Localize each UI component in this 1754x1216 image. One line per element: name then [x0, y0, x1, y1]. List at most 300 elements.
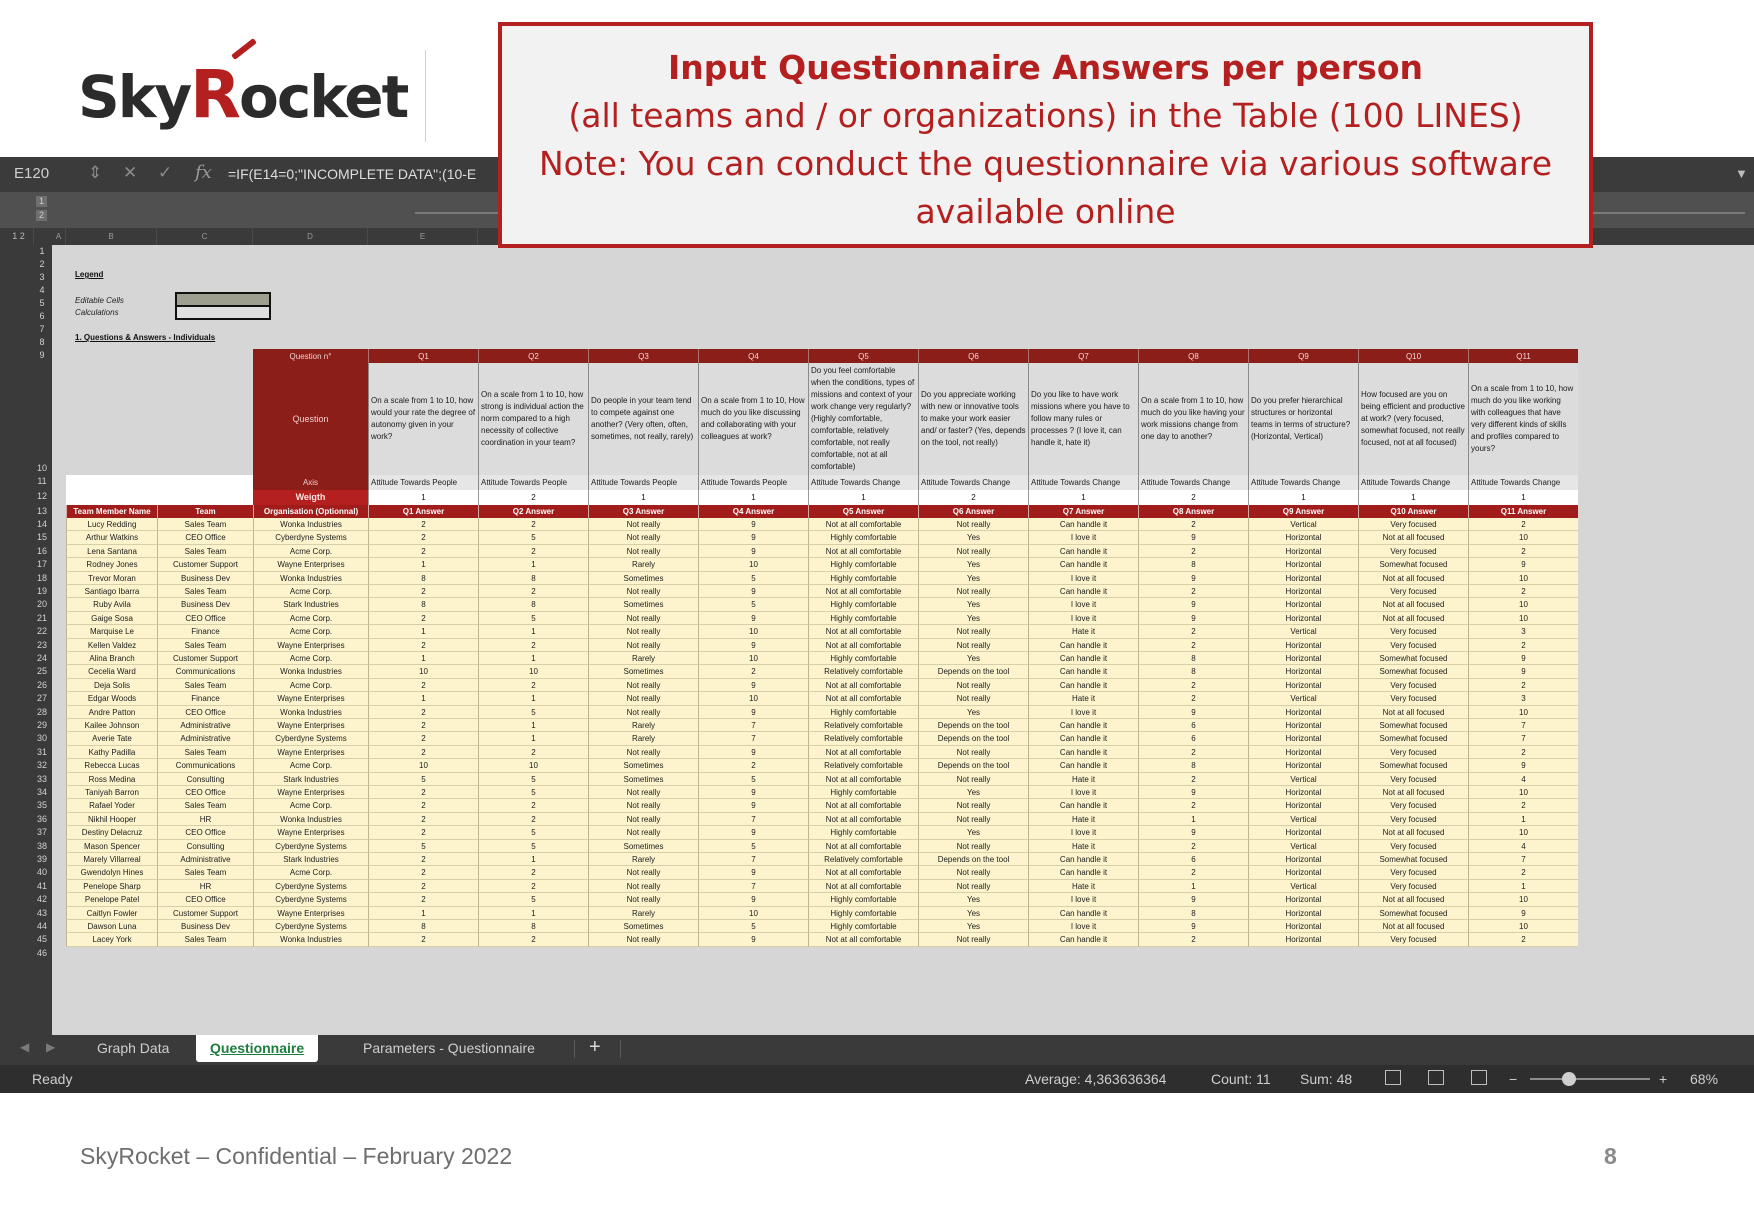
row-number[interactable]: 9 [39, 350, 45, 360]
table-cell[interactable]: 2 [698, 759, 808, 772]
table-cell[interactable]: Can handle it [1028, 853, 1138, 866]
table-cell[interactable]: Not really [918, 585, 1028, 598]
name-box[interactable]: E120 [14, 165, 50, 182]
table-cell[interactable]: Acme Corp. [253, 612, 368, 625]
axis-cell[interactable]: Attitude Towards Change [1358, 475, 1468, 490]
table-cell[interactable]: Destiny Delacruz [66, 826, 157, 839]
table-cell[interactable]: Alina Branch [66, 652, 157, 665]
table-cell[interactable]: Can handle it [1028, 933, 1138, 946]
table-cell[interactable]: Highly comfortable [808, 907, 918, 920]
row-number[interactable]: 12 [36, 491, 47, 501]
table-cell[interactable]: Not really [918, 545, 1028, 558]
table-cell[interactable]: Can handle it [1028, 518, 1138, 531]
table-cell[interactable]: Not really [588, 612, 698, 625]
table-cell[interactable]: Not at all comfortable [808, 692, 918, 705]
cancel-icon[interactable]: ✕ [123, 163, 138, 182]
add-sheet-icon[interactable]: + [589, 1036, 601, 1058]
table-cell[interactable]: Not at all comfortable [808, 880, 918, 893]
column-header-letter[interactable]: C [157, 228, 253, 245]
table-cell[interactable]: Deja Solis [66, 679, 157, 692]
table-cell[interactable]: Not really [588, 826, 698, 839]
table-cell[interactable]: Not really [918, 813, 1028, 826]
table-cell[interactable]: Yes [918, 598, 1028, 611]
zoom-slider-knob[interactable] [1562, 1072, 1576, 1086]
table-cell[interactable]: Horizontal [1248, 558, 1358, 571]
table-cell[interactable]: 5 [478, 773, 588, 786]
table-cell[interactable]: Relatively comfortable [808, 732, 918, 745]
formula-input[interactable]: =IF(E14=0;"INCOMPLETE DATA";(10-E [228, 166, 477, 182]
table-cell[interactable]: Yes [918, 826, 1028, 839]
table-cell[interactable]: 9 [698, 518, 808, 531]
table-cell[interactable]: Marely Villarreal [66, 853, 157, 866]
table-cell[interactable]: 2 [368, 880, 478, 893]
table-cell[interactable]: 2 [368, 786, 478, 799]
table-cell[interactable]: Not at all comfortable [808, 545, 918, 558]
table-cell[interactable]: Very focused [1358, 585, 1468, 598]
table-cell[interactable]: Highly comfortable [808, 826, 918, 839]
table-cell[interactable]: 9 [698, 893, 808, 906]
table-cell[interactable]: Yes [918, 907, 1028, 920]
table-cell[interactable]: 9 [698, 585, 808, 598]
table-cell[interactable]: Not really [588, 692, 698, 705]
table-cell[interactable]: Hate it [1028, 880, 1138, 893]
table-cell[interactable]: 9 [1468, 907, 1578, 920]
table-cell[interactable]: Vertical [1248, 518, 1358, 531]
table-cell[interactable]: 10 [698, 907, 808, 920]
table-cell[interactable]: 10 [478, 759, 588, 772]
table-cell[interactable]: Hate it [1028, 625, 1138, 638]
table-cell[interactable]: 9 [1138, 612, 1248, 625]
table-cell[interactable]: Administrative [157, 853, 253, 866]
table-cell[interactable]: 10 [1468, 572, 1578, 585]
table-cell[interactable]: CEO Office [157, 706, 253, 719]
table-cell[interactable]: Acme Corp. [253, 679, 368, 692]
table-cell[interactable]: Can handle it [1028, 907, 1138, 920]
table-cell[interactable]: 9 [698, 799, 808, 812]
table-cell[interactable]: Very focused [1358, 880, 1468, 893]
table-cell[interactable]: 5 [698, 572, 808, 585]
table-cell[interactable]: Rarely [588, 719, 698, 732]
row-number[interactable]: 40 [36, 867, 47, 878]
table-cell[interactable]: Somewhat focused [1358, 732, 1468, 745]
table-cell[interactable]: Averie Tate [66, 732, 157, 745]
table-cell[interactable]: Highly comfortable [808, 612, 918, 625]
weight-cell[interactable]: 1 [368, 490, 478, 505]
table-cell[interactable]: Stark Industries [253, 853, 368, 866]
axis-cell[interactable]: Attitude Towards People [698, 475, 808, 490]
table-cell[interactable]: Can handle it [1028, 759, 1138, 772]
weight-cell[interactable]: 1 [1248, 490, 1358, 505]
table-cell[interactable]: Depends on the tool [918, 732, 1028, 745]
table-cell[interactable]: Cyberdyne Systems [253, 893, 368, 906]
table-cell[interactable]: CEO Office [157, 786, 253, 799]
weight-cell[interactable]: 2 [1138, 490, 1248, 505]
table-cell[interactable]: Cecelia Ward [66, 665, 157, 678]
table-cell[interactable]: Sometimes [588, 759, 698, 772]
table-cell[interactable]: Rodney Jones [66, 558, 157, 571]
table-cell[interactable]: Ruby Avila [66, 598, 157, 611]
table-cell[interactable]: Gwendolyn Hines [66, 866, 157, 879]
table-cell[interactable]: Not really [588, 679, 698, 692]
table-cell[interactable]: I love it [1028, 598, 1138, 611]
table-cell[interactable]: 5 [478, 531, 588, 544]
table-cell[interactable]: Not really [918, 866, 1028, 879]
table-cell[interactable]: Wayne Enterprises [253, 719, 368, 732]
table-cell[interactable]: 1 [478, 692, 588, 705]
table-cell[interactable]: Can handle it [1028, 558, 1138, 571]
table-cell[interactable]: Sales Team [157, 933, 253, 946]
axis-cell[interactable]: Attitude Towards Change [1028, 475, 1138, 490]
table-cell[interactable]: Business Dev [157, 920, 253, 933]
table-cell[interactable]: Not really [918, 679, 1028, 692]
table-cell[interactable]: Sales Team [157, 866, 253, 879]
row-number[interactable]: 31 [36, 746, 47, 757]
row-number[interactable]: 32 [36, 760, 47, 771]
row-number[interactable]: 2 [39, 259, 45, 269]
table-cell[interactable]: 10 [1468, 920, 1578, 933]
table-cell[interactable]: Horizontal [1248, 679, 1358, 692]
page-layout-view-icon[interactable] [1428, 1070, 1444, 1085]
table-cell[interactable]: Not really [588, 518, 698, 531]
weight-cell[interactable]: 1 [1468, 490, 1578, 505]
table-cell[interactable]: 2 [478, 518, 588, 531]
table-cell[interactable]: Hate it [1028, 840, 1138, 853]
table-cell[interactable]: 1 [1138, 880, 1248, 893]
table-cell[interactable]: Horizontal [1248, 746, 1358, 759]
table-cell[interactable]: Horizontal [1248, 920, 1358, 933]
table-cell[interactable]: 7 [1468, 732, 1578, 745]
table-cell[interactable]: Yes [918, 558, 1028, 571]
table-cell[interactable]: Business Dev [157, 572, 253, 585]
table-cell[interactable]: Lacey York [66, 933, 157, 946]
table-cell[interactable]: Cyberdyne Systems [253, 920, 368, 933]
table-cell[interactable]: 2 [1468, 639, 1578, 652]
row-number[interactable]: 28 [36, 706, 47, 717]
table-cell[interactable]: Horizontal [1248, 786, 1358, 799]
table-cell[interactable]: Very focused [1358, 625, 1468, 638]
table-cell[interactable]: Not really [588, 746, 698, 759]
table-cell[interactable]: 2 [368, 893, 478, 906]
table-cell[interactable]: Can handle it [1028, 679, 1138, 692]
table-cell[interactable]: 2 [478, 639, 588, 652]
table-cell[interactable]: 7 [1468, 853, 1578, 866]
table-cell[interactable]: 9 [698, 746, 808, 759]
table-cell[interactable]: Lena Santana [66, 545, 157, 558]
table-cell[interactable]: 9 [1138, 531, 1248, 544]
table-cell[interactable]: Customer Support [157, 652, 253, 665]
table-cell[interactable]: 2 [368, 933, 478, 946]
table-cell[interactable]: 2 [1468, 933, 1578, 946]
table-cell[interactable]: 5 [478, 840, 588, 853]
table-cell[interactable]: Kathy Padilla [66, 746, 157, 759]
table-cell[interactable]: 4 [1468, 840, 1578, 853]
table-cell[interactable]: Depends on the tool [918, 759, 1028, 772]
row-number[interactable]: 42 [36, 894, 47, 905]
table-cell[interactable]: 2 [478, 813, 588, 826]
table-cell[interactable]: 2 [1468, 585, 1578, 598]
table-cell[interactable]: 2 [478, 746, 588, 759]
weight-cell[interactable]: 1 [808, 490, 918, 505]
table-cell[interactable]: Yes [918, 531, 1028, 544]
column-header-letter[interactable]: E [368, 228, 478, 245]
table-cell[interactable]: Not really [588, 893, 698, 906]
table-cell[interactable]: 2 [368, 612, 478, 625]
column-header-letter[interactable]: A [52, 228, 66, 245]
table-cell[interactable]: Rebecca Lucas [66, 759, 157, 772]
table-cell[interactable]: 2 [368, 853, 478, 866]
table-cell[interactable]: 1 [368, 652, 478, 665]
table-cell[interactable]: 2 [1138, 692, 1248, 705]
table-cell[interactable]: Not at all comfortable [808, 679, 918, 692]
table-cell[interactable]: 2 [478, 880, 588, 893]
axis-cell[interactable]: Attitude Towards People [588, 475, 698, 490]
table-cell[interactable]: Can handle it [1028, 639, 1138, 652]
table-cell[interactable]: Ross Medina [66, 773, 157, 786]
table-cell[interactable]: Horizontal [1248, 665, 1358, 678]
table-cell[interactable]: 8 [368, 572, 478, 585]
table-cell[interactable]: Cyberdyne Systems [253, 531, 368, 544]
table-cell[interactable]: 10 [478, 665, 588, 678]
table-cell[interactable]: Can handle it [1028, 665, 1138, 678]
table-cell[interactable]: 3 [1468, 692, 1578, 705]
table-cell[interactable]: Sometimes [588, 840, 698, 853]
table-cell[interactable]: Lucy Redding [66, 518, 157, 531]
table-cell[interactable]: Acme Corp. [253, 585, 368, 598]
tab-questionnaire[interactable]: Questionnaire [196, 1035, 318, 1062]
outline-col-levels[interactable]: 1 2 [4, 228, 34, 245]
table-cell[interactable]: Rarely [588, 652, 698, 665]
table-cell[interactable]: Highly comfortable [808, 920, 918, 933]
table-cell[interactable]: Not really [588, 813, 698, 826]
table-cell[interactable]: 9 [698, 706, 808, 719]
table-cell[interactable]: 2 [368, 531, 478, 544]
table-cell[interactable]: 2 [368, 518, 478, 531]
table-cell[interactable]: Can handle it [1028, 585, 1138, 598]
table-cell[interactable]: Vertical [1248, 773, 1358, 786]
table-cell[interactable]: Horizontal [1248, 732, 1358, 745]
table-cell[interactable]: 9 [1138, 920, 1248, 933]
table-cell[interactable]: 5 [478, 826, 588, 839]
row-number[interactable]: 13 [36, 506, 47, 516]
table-cell[interactable]: Rarely [588, 732, 698, 745]
table-cell[interactable]: Not really [588, 639, 698, 652]
table-cell[interactable]: Taniyah Barron [66, 786, 157, 799]
table-cell[interactable]: Horizontal [1248, 598, 1358, 611]
table-cell[interactable]: Administrative [157, 719, 253, 732]
table-cell[interactable]: I love it [1028, 572, 1138, 585]
table-cell[interactable]: 9 [698, 826, 808, 839]
table-cell[interactable]: Yes [918, 652, 1028, 665]
table-cell[interactable]: 1 [478, 732, 588, 745]
table-cell[interactable]: 6 [1138, 853, 1248, 866]
table-cell[interactable]: Mason Spencer [66, 840, 157, 853]
table-cell[interactable]: Very focused [1358, 545, 1468, 558]
table-cell[interactable]: 2 [1138, 545, 1248, 558]
table-cell[interactable]: 9 [1138, 893, 1248, 906]
row-number[interactable]: 46 [36, 947, 47, 958]
table-cell[interactable]: Stark Industries [253, 598, 368, 611]
table-cell[interactable]: Not at all focused [1358, 598, 1468, 611]
table-cell[interactable]: Dawson Luna [66, 920, 157, 933]
zoom-level[interactable]: 68% [1690, 1071, 1719, 1087]
table-cell[interactable]: Vertical [1248, 840, 1358, 853]
table-cell[interactable]: Somewhat focused [1358, 652, 1468, 665]
table-cell[interactable]: Sometimes [588, 598, 698, 611]
table-cell[interactable]: Finance [157, 625, 253, 638]
table-cell[interactable]: Vertical [1248, 813, 1358, 826]
table-cell[interactable]: Somewhat focused [1358, 665, 1468, 678]
table-cell[interactable]: 9 [1138, 598, 1248, 611]
table-cell[interactable]: 10 [698, 652, 808, 665]
table-cell[interactable]: 3 [1468, 625, 1578, 638]
table-cell[interactable]: 10 [1468, 612, 1578, 625]
table-cell[interactable]: 9 [698, 866, 808, 879]
table-cell[interactable]: Not really [918, 625, 1028, 638]
table-cell[interactable]: 6 [1138, 719, 1248, 732]
table-cell[interactable]: Very focused [1358, 679, 1468, 692]
table-cell[interactable]: Not really [918, 746, 1028, 759]
row-number[interactable]: 8 [39, 337, 45, 347]
row-number[interactable]: 15 [36, 532, 47, 543]
table-cell[interactable]: Hate it [1028, 813, 1138, 826]
table-cell[interactable]: Horizontal [1248, 866, 1358, 879]
table-cell[interactable]: 10 [1468, 706, 1578, 719]
table-cell[interactable]: 8 [1138, 907, 1248, 920]
table-cell[interactable]: 2 [1138, 518, 1248, 531]
row-number[interactable]: 30 [36, 733, 47, 744]
table-cell[interactable]: Communications [157, 665, 253, 678]
table-cell[interactable]: Wonka Industries [253, 665, 368, 678]
table-cell[interactable]: 2 [368, 706, 478, 719]
row-number[interactable]: 19 [36, 586, 47, 596]
table-cell[interactable]: Highly comfortable [808, 531, 918, 544]
row-number[interactable]: 3 [39, 272, 45, 282]
table-cell[interactable]: Not really [918, 692, 1028, 705]
tab-prev-icon[interactable]: ◀ [20, 1040, 30, 1054]
table-cell[interactable]: CEO Office [157, 612, 253, 625]
table-cell[interactable]: 8 [368, 920, 478, 933]
table-cell[interactable]: Very focused [1358, 813, 1468, 826]
outline-level-2[interactable]: 2 [36, 210, 47, 221]
row-number[interactable]: 11 [37, 476, 47, 486]
table-cell[interactable]: 8 [1138, 665, 1248, 678]
row-number[interactable]: 10 [36, 463, 47, 473]
table-cell[interactable]: 10 [368, 665, 478, 678]
table-cell[interactable]: Wayne Enterprises [253, 746, 368, 759]
table-cell[interactable]: 2 [368, 826, 478, 839]
table-cell[interactable]: Sales Team [157, 545, 253, 558]
axis-cell[interactable]: Attitude Towards People [368, 475, 478, 490]
row-number[interactable]: 26 [36, 679, 47, 690]
table-cell[interactable]: Wayne Enterprises [253, 692, 368, 705]
table-cell[interactable]: 2 [1138, 773, 1248, 786]
table-cell[interactable]: 2 [368, 813, 478, 826]
table-cell[interactable]: 2 [1138, 625, 1248, 638]
table-cell[interactable]: Horizontal [1248, 759, 1358, 772]
table-cell[interactable]: 2 [1138, 933, 1248, 946]
table-cell[interactable]: 2 [1138, 679, 1248, 692]
table-cell[interactable]: Rarely [588, 853, 698, 866]
table-cell[interactable]: Very focused [1358, 933, 1468, 946]
table-cell[interactable]: 1 [368, 692, 478, 705]
row-number[interactable]: 5 [39, 298, 45, 308]
zoom-out-icon[interactable]: − [1509, 1071, 1518, 1087]
table-cell[interactable]: 1 [1468, 880, 1578, 893]
table-cell[interactable]: Not at all comfortable [808, 933, 918, 946]
table-cell[interactable]: Not at all comfortable [808, 799, 918, 812]
table-cell[interactable]: Wayne Enterprises [253, 826, 368, 839]
table-cell[interactable]: 9 [1138, 572, 1248, 585]
table-cell[interactable]: 8 [1138, 558, 1248, 571]
table-cell[interactable]: Horizontal [1248, 572, 1358, 585]
table-cell[interactable]: Not at all comfortable [808, 518, 918, 531]
table-cell[interactable]: Depends on the tool [918, 665, 1028, 678]
table-cell[interactable]: Highly comfortable [808, 706, 918, 719]
table-cell[interactable]: 2 [368, 866, 478, 879]
row-number[interactable]: 36 [36, 813, 47, 824]
table-cell[interactable]: Sometimes [588, 665, 698, 678]
table-cell[interactable]: Kailee Johnson [66, 719, 157, 732]
row-number[interactable]: 18 [36, 572, 47, 583]
name-box-stepper-icon[interactable]: ⇕ [88, 163, 103, 182]
zoom-in-icon[interactable]: + [1659, 1071, 1668, 1087]
table-cell[interactable]: Sometimes [588, 572, 698, 585]
axis-cell[interactable]: Attitude Towards Change [1248, 475, 1358, 490]
table-cell[interactable]: Caitlyn Fowler [66, 907, 157, 920]
table-cell[interactable]: 10 [1468, 826, 1578, 839]
table-cell[interactable]: Not at all focused [1358, 786, 1468, 799]
table-cell[interactable]: 2 [1138, 585, 1248, 598]
table-cell[interactable]: Horizontal [1248, 719, 1358, 732]
table-cell[interactable]: Santiago Ibarra [66, 585, 157, 598]
table-cell[interactable]: Hate it [1028, 692, 1138, 705]
table-cell[interactable]: Yes [918, 786, 1028, 799]
row-number[interactable]: 24 [36, 653, 47, 663]
table-cell[interactable]: Not really [918, 880, 1028, 893]
table-cell[interactable]: Sometimes [588, 920, 698, 933]
table-cell[interactable]: Horizontal [1248, 585, 1358, 598]
row-number[interactable]: 29 [36, 720, 47, 730]
table-cell[interactable]: Not really [918, 799, 1028, 812]
table-cell[interactable]: 5 [478, 612, 588, 625]
table-cell[interactable]: Sales Team [157, 799, 253, 812]
table-cell[interactable]: Yes [918, 893, 1028, 906]
table-cell[interactable]: Yes [918, 706, 1028, 719]
table-cell[interactable]: Highly comfortable [808, 572, 918, 585]
table-cell[interactable]: Horizontal [1248, 826, 1358, 839]
table-cell[interactable]: Rafael Yoder [66, 799, 157, 812]
table-cell[interactable]: I love it [1028, 706, 1138, 719]
table-cell[interactable]: 10 [698, 625, 808, 638]
table-cell[interactable]: Not at all comfortable [808, 773, 918, 786]
table-cell[interactable]: Not really [588, 625, 698, 638]
table-cell[interactable]: Horizontal [1248, 933, 1358, 946]
table-cell[interactable]: Sometimes [588, 773, 698, 786]
table-cell[interactable]: Can handle it [1028, 719, 1138, 732]
table-cell[interactable]: Not at all comfortable [808, 813, 918, 826]
table-cell[interactable]: 10 [698, 692, 808, 705]
table-cell[interactable]: 2 [1138, 746, 1248, 759]
table-cell[interactable]: Acme Corp. [253, 545, 368, 558]
table-cell[interactable]: Vertical [1248, 692, 1358, 705]
table-cell[interactable]: 1 [478, 652, 588, 665]
table-cell[interactable]: Not really [588, 866, 698, 879]
table-cell[interactable]: Horizontal [1248, 652, 1358, 665]
row-number[interactable]: 38 [36, 840, 47, 851]
table-cell[interactable]: Somewhat focused [1358, 719, 1468, 732]
table-cell[interactable]: 5 [368, 773, 478, 786]
table-cell[interactable]: Wonka Industries [253, 706, 368, 719]
